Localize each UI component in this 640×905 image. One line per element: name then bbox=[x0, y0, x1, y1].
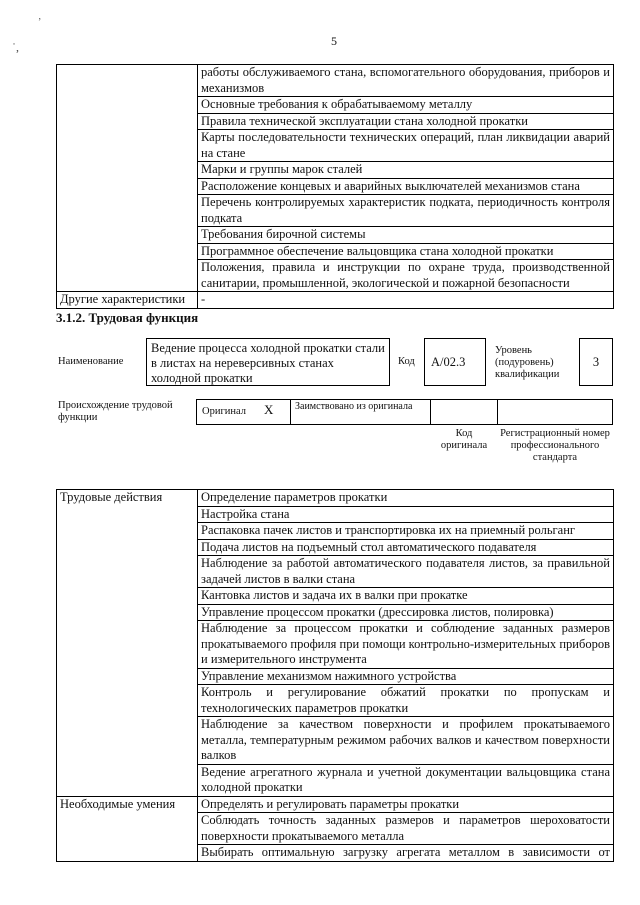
registration-number-box bbox=[497, 399, 613, 425]
labour-action-item: Управление механизмом нажимного устройства bbox=[198, 668, 614, 685]
name-label: Наименование bbox=[58, 356, 124, 367]
level-value: 3 bbox=[592, 355, 600, 369]
labour-action-item: Наблюдение за качеством поверхности и профилем прокатываемого металла, температурным режимом рабочих валков и качеством поверхности валков bbox=[198, 717, 614, 765]
code-value: А/02.3 bbox=[431, 355, 466, 369]
table-row bbox=[57, 490, 614, 507]
other-characteristics-value: - bbox=[198, 292, 614, 309]
labour-action-item: Контроль и регулирование обжатий прокатки по пропускам и технологических параметров прокатки bbox=[198, 685, 614, 717]
knowledge-item: Программное обеспечение вальцовщика стана холодной прокатки bbox=[198, 243, 614, 260]
origin-label: Происхождение трудовой функции bbox=[58, 400, 173, 423]
knowledge-item: Карты последовательности технических операций, план ликвидации аварий на стане bbox=[198, 130, 614, 162]
labour-action-item: Ведение агрегатного журнала и учетной документации вальцовщика стана холодной прокатки bbox=[198, 764, 614, 796]
code-label: Код bbox=[398, 356, 415, 367]
table-row bbox=[57, 796, 614, 813]
knowledge-table bbox=[56, 64, 614, 309]
function-name-box bbox=[146, 338, 390, 386]
skill-item: Выбирать оптимальную загрузку агрегата металлом в зависимости от bbox=[198, 845, 614, 862]
borrowed-label: Заимствовано из оригинала bbox=[295, 401, 413, 412]
labour-action-item: Кантовка листов и задача их в валки при прокатке bbox=[198, 588, 614, 605]
original-label: Оригинал bbox=[202, 406, 246, 417]
section-title: 3.1.2. Трудовая функция bbox=[56, 310, 199, 325]
labour-action-item: Определение параметров прокатки bbox=[198, 490, 614, 507]
labour-action-item: Управление процессом прокатки (дрессировка листов, полировка) bbox=[198, 604, 614, 621]
knowledge-item: Правила технической эксплуатации стана холодной прокатки bbox=[198, 113, 614, 130]
level-box bbox=[579, 338, 613, 386]
labour-action-item: Наблюдение за работой автоматического подавателя листов, за правильной задачей листов в валки стана bbox=[198, 556, 614, 588]
table-row bbox=[57, 65, 614, 97]
labour-actions-label: Трудовые действия bbox=[57, 490, 198, 797]
code-box bbox=[424, 338, 486, 386]
corner-mark: ’ bbox=[38, 17, 42, 28]
labour-action-item: Подача листов на подъемный стол автоматического подавателя bbox=[198, 539, 614, 556]
knowledge-item: Положения, правила и инструкции по охране труда, производственной санитарии, промышленной, экологической и пожарной безопасности bbox=[198, 260, 614, 292]
skill-item: Определять и регулировать параметры прокатки bbox=[198, 796, 614, 813]
original-box bbox=[196, 399, 291, 425]
borrowed-box bbox=[290, 399, 431, 425]
original-code-caption: Код оригинала bbox=[440, 428, 488, 451]
table-row bbox=[57, 292, 614, 309]
knowledge-item: Основные требования к обрабатываемому металлу bbox=[198, 97, 614, 114]
labour-action-item: Распаковка пачек листов и транспортировка их на приемный рольганг bbox=[198, 523, 614, 540]
labour-action-item: Наблюдение за процессом прокатки и соблюдение заданных размеров прокатываемого профиля при помощи контрольно-измерительных приборов и измерительного инструмента bbox=[198, 621, 614, 669]
original-mark: X bbox=[264, 402, 274, 417]
knowledge-item: Требования бирочной системы bbox=[198, 227, 614, 244]
labour-actions-table bbox=[56, 489, 614, 862]
function-name: Ведение процесса холодной прокатки стали в листах на нереверсивных станах холодной прокатки bbox=[151, 341, 385, 385]
knowledge-item: работы обслуживаемого стана, вспомогательного оборудования, приборов и механизмов bbox=[198, 65, 614, 97]
labour-action-item: Настройка стана bbox=[198, 506, 614, 523]
page-number: 5 bbox=[331, 34, 337, 48]
registration-number-caption: Регистрационный номер профессионального стандарта bbox=[500, 428, 610, 463]
knowledge-item: Перечень контролируемых характеристик подката, периодичность контроля подката bbox=[198, 195, 614, 227]
margin-dots: ˙, bbox=[12, 40, 19, 54]
knowledge-item: Расположение концевых и аварийных выключателей механизмов стана bbox=[198, 178, 614, 195]
knowledge-label-cell bbox=[57, 65, 198, 292]
knowledge-item: Марки и группы марок сталей bbox=[198, 162, 614, 179]
required-skills-label: Необходимые умения bbox=[57, 796, 198, 861]
skill-item: Соблюдать точность заданных размеров и параметров шероховатости поверхности прокатываемого металла bbox=[198, 813, 614, 845]
original-code-box bbox=[430, 399, 498, 425]
other-characteristics-label: Другие характеристики bbox=[57, 292, 198, 309]
level-label: Уровень (подуровень) квалификации bbox=[495, 345, 560, 380]
